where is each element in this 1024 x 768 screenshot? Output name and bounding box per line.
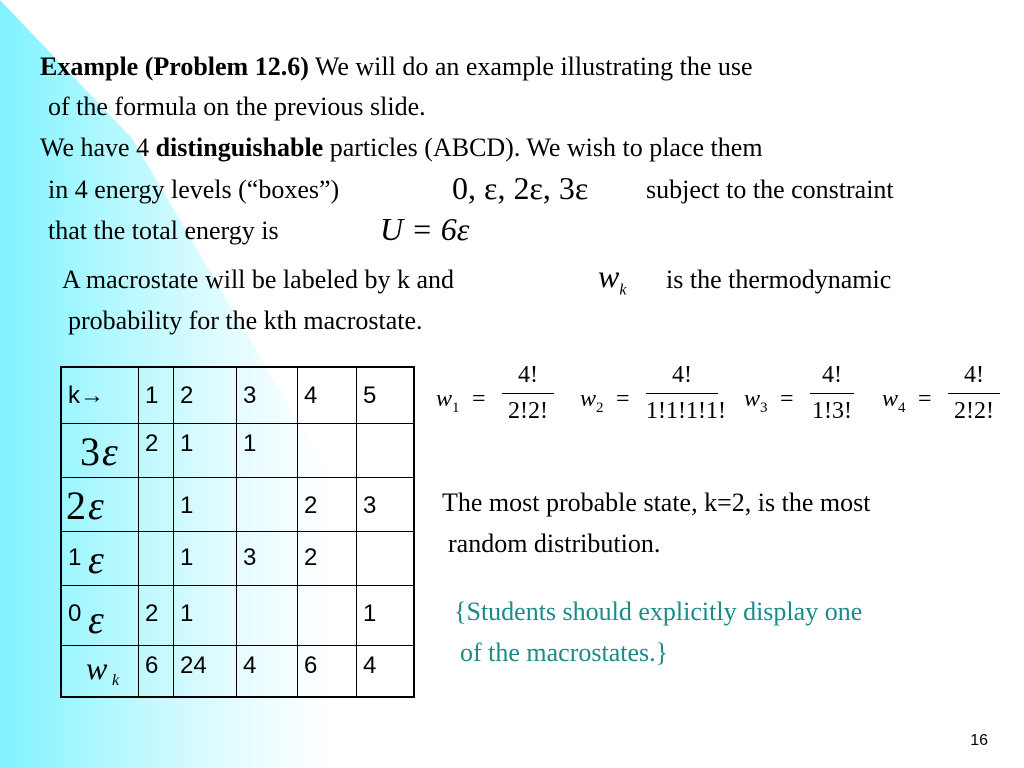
page-number: 16 xyxy=(970,732,988,749)
wk-symbol: $w_k$ xyxy=(598,258,627,299)
w2-label: $w_2$ xyxy=(580,386,604,416)
note-line-2: of the macrostates.} xyxy=(460,638,669,667)
intro-line-2: of the formula on the previous slide. xyxy=(48,92,426,121)
table-cell: 2 xyxy=(139,423,174,477)
table-cell: 3 xyxy=(357,477,415,531)
row-label-3eps: 3 ε xyxy=(61,423,139,477)
table-row xyxy=(61,477,414,531)
w3-label: $w_3$ xyxy=(744,386,768,416)
table-cell: 1 xyxy=(174,531,237,585)
distinguishable-word: distinguishable xyxy=(155,133,324,162)
table-cell xyxy=(298,585,357,645)
example-title: Example (Problem 12.6) xyxy=(40,52,309,81)
table-cell: 2 xyxy=(139,585,174,645)
table-header-cell: 1 xyxy=(139,367,174,423)
w4-label: $w_4$ xyxy=(882,386,906,416)
table-cell xyxy=(298,423,357,477)
w2-fraction: $\frac{4!}{1!1!1!1!}$ xyxy=(646,362,726,424)
table-cell: 1 xyxy=(174,477,237,531)
table-cell: 6 xyxy=(298,645,357,697)
table-header-cell: 4 xyxy=(298,367,357,423)
table-row xyxy=(61,531,414,585)
row-label-wk: w k xyxy=(61,645,139,697)
table-header-row xyxy=(61,367,414,423)
table-cell: 2 xyxy=(298,531,357,585)
macro-line-2: probability for the kth macrostate. xyxy=(68,306,423,335)
table-cell: 24 xyxy=(174,645,237,697)
total-energy-equation: U = 6ε xyxy=(380,211,470,247)
table-cell: 6 xyxy=(139,645,174,697)
table-header-cell: 5 xyxy=(357,367,415,423)
table-cell: 4 xyxy=(237,645,298,697)
probable-line-2: random distribution. xyxy=(448,529,661,558)
macro-line-1-post: is the thermodynamic xyxy=(666,265,892,294)
table-header-cell: k→ xyxy=(61,367,139,423)
table-cell xyxy=(357,423,415,477)
w-formulas: $w_1$ = $\frac{4!}{2!2!}$ $w_2$ = $\frac{4!}{1!1!1!1!}$ $w_3$ = $\frac{4!}{1!3!}$ $w_4$ = $\frac{4!}{2!2!}$ xyxy=(430,362,1020,442)
w3-fraction: $\frac{4!}{1!3!}$ xyxy=(810,362,854,425)
table-cell: 3 xyxy=(237,531,298,585)
table-cell: 1 xyxy=(174,423,237,477)
energy-levels: 0, ε, 2ε, 3ε xyxy=(452,170,589,206)
table-cell: 2 xyxy=(298,477,357,531)
row-label-2eps: 2 ε xyxy=(61,477,139,531)
table-header-cell: 3 xyxy=(237,367,298,423)
row-label-0eps: 0 ε xyxy=(61,585,139,645)
w1-fraction: $\frac{4!}{2!2!}$ xyxy=(502,362,554,425)
w1-label: $w_1$ xyxy=(436,386,460,416)
w4-fraction: $\frac{4!}{2!2!}$ xyxy=(948,362,1000,425)
table-row xyxy=(61,585,414,645)
macrostate-table xyxy=(60,366,415,698)
intro-line-5: that the total energy is xyxy=(48,216,279,245)
intro-line-3: We have 4 distinguishable particles (ABCD). We wish to place them xyxy=(40,133,763,162)
note-line-1: {Students should explicitly display one xyxy=(454,597,863,626)
table-cell: 4 xyxy=(357,645,415,697)
intro-line-4: in 4 energy levels (“boxes”) xyxy=(48,175,340,204)
table-cell xyxy=(237,477,298,531)
table-cell xyxy=(237,585,298,645)
intro-line-4-post: subject to the constraint xyxy=(646,175,894,204)
intro-line-1: Example (Problem 12.6) We will do an example illustrating the use xyxy=(40,52,753,81)
table-cell xyxy=(357,531,415,585)
table-cell xyxy=(139,477,174,531)
table-cell: 1 xyxy=(174,585,237,645)
table-row xyxy=(61,645,414,697)
table-cell: 1 xyxy=(237,423,298,477)
table-cell: 1 xyxy=(357,585,415,645)
table-cell xyxy=(139,531,174,585)
macro-line-1: A macrostate will be labeled by k and xyxy=(62,265,455,294)
table-row xyxy=(61,423,414,477)
probable-line-1: The most probable state, k=2, is the most xyxy=(442,488,871,517)
table-header-cell: 2 xyxy=(174,367,237,423)
row-label-1eps: 1 ε xyxy=(61,531,139,585)
